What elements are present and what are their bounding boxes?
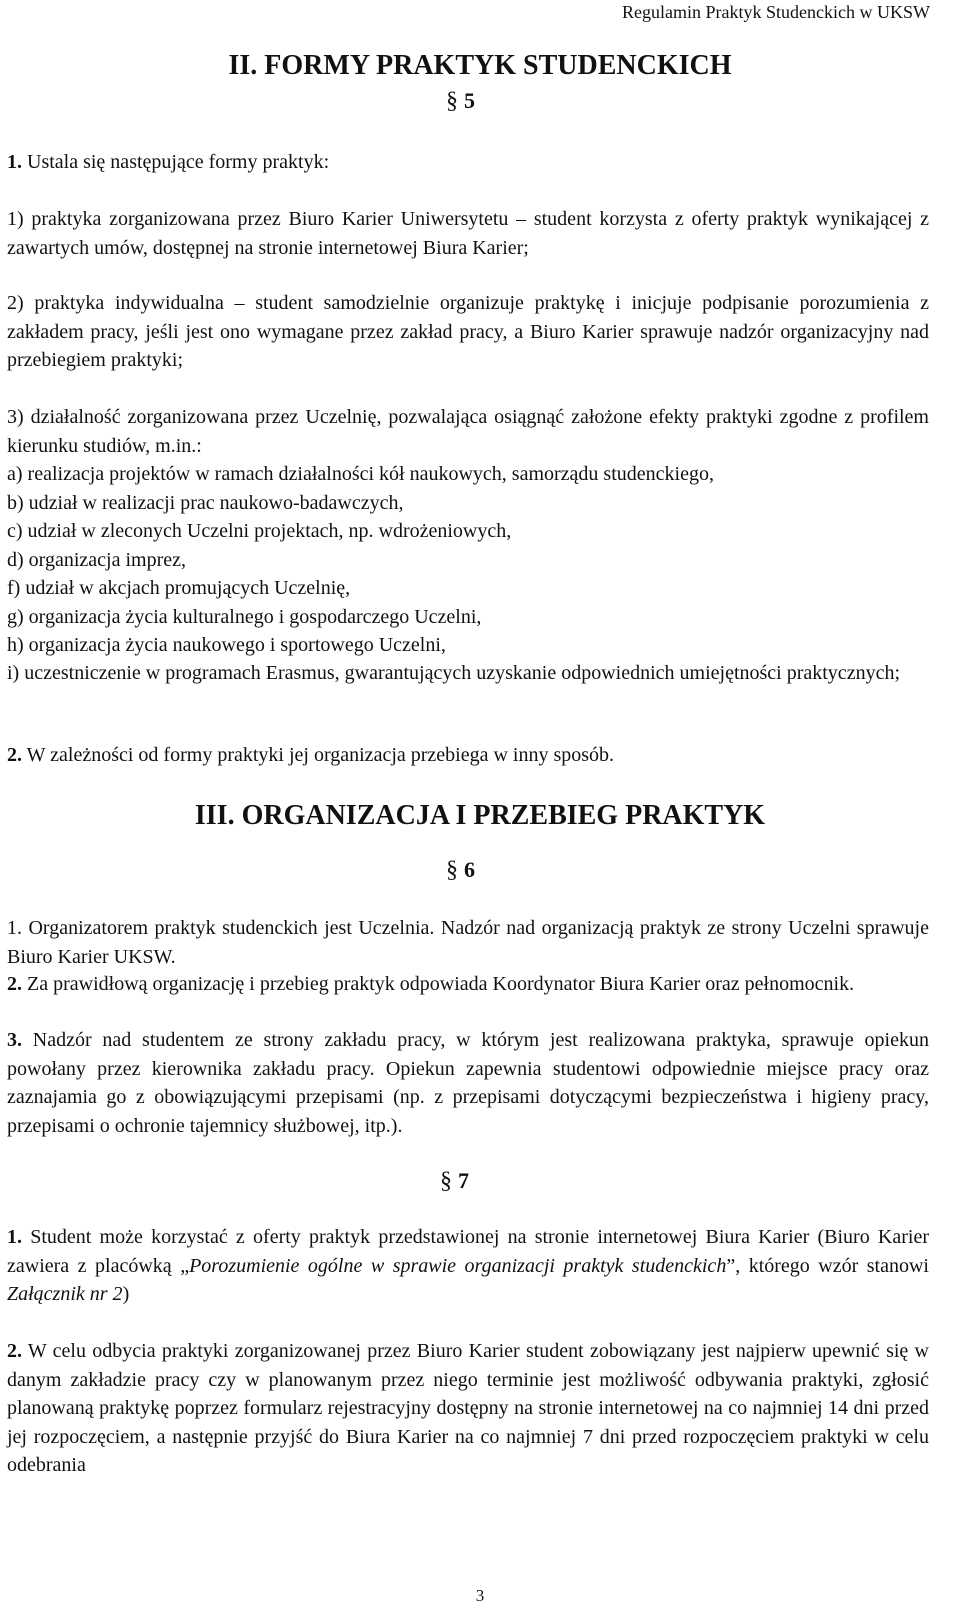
list-item: f) udział w akcjach promujących Uczelnię,: [7, 577, 351, 599]
point-number: 1.: [7, 151, 22, 173]
page-number: 3: [475, 1586, 485, 1605]
point-1: [7, 148, 937, 177]
point-7-1: [7, 1223, 929, 1309]
point-text: Za prawidłową organizację i przebieg praktyk odpowiada Koordynator Biura Karier oraz pełnomocnik.: [22, 973, 855, 995]
chapter-2-title: II. FORMY PRAKTYK STUDENCKICH: [228, 50, 732, 81]
point-number: 1.: [7, 1226, 22, 1248]
point-text: Organizatorem praktyk studenckich jest Uczelnia. Nadzór nad organizacją praktyk ze strony Uczelni sprawuje Biuro Karier UKSW.: [7, 917, 929, 968]
point-7-2: [7, 1337, 929, 1480]
list-item: d) organizacja imprez,: [7, 548, 186, 571]
section-symbol: §: [440, 1168, 452, 1194]
form-item-2: 2) praktyka indywidualna – student samodzielnie organizuje praktykę i inicjuje podpisanie porozumienia z zakładem pracy, jeśli jest ono wymagane przez zakład pracy, a Biuro Karier sprawuje nadzór organizacyjny nad przebiegiem praktyki;: [7, 292, 929, 371]
document-title-italic: Porozumienie ogólne w sprawie organizacji praktyk studenckich: [189, 1254, 727, 1277]
point-number: 1.: [7, 917, 22, 939]
point-text: W zależności od formy praktyki jej organizacja przebiega w inny sposób.: [22, 744, 615, 766]
point-6-3: [7, 1026, 929, 1140]
paragraph-5-heading: [446, 88, 475, 115]
point-text: W celu odbycia praktyki zorganizowanej przez Biuro Karier student zobowiązany jest najpierw upewnić się w danym zakładzie pracy czy w planowanym przez niego terminie jest możliwość odbywania praktyki, zgłosić planowaną praktykę poprzez formularz rejestracyjny dostępny na stronie internetowej na co najmniej 14 dni przed jej rozpoczęciem, a następnie przyjść do Biura Karier na co najmniej 7 dni przed rozpoczęciem praktyki w celu odebrania: [7, 1340, 929, 1476]
point-number: 2.: [7, 973, 22, 995]
chapter-3-title: III. ORGANIZACJA I PRZEBIEG PRAKTYK: [194, 800, 766, 831]
section-symbol: §: [446, 88, 458, 114]
point-6-2: [7, 970, 929, 999]
sub-item-list: [7, 460, 937, 660]
paragraph-6-heading: [446, 857, 475, 884]
paragraph-7-heading: [440, 1168, 469, 1195]
list-item: a) realizacja projektów w ramach działalności kół naukowych, samorządu studenckiego,: [7, 463, 714, 485]
section-number: 7: [458, 1168, 469, 1193]
point-text: Nadzór nad studentem ze strony zakładu pracy, w którym jest realizowana praktyka, sprawuje opiekun powołany przez kierownika zakładu pracy. Opiekun zapewnia studentowi odpowiednie miejsce pracy oraz zaznajamia go z obowiązującymi przepisami (np. z przepisami dotyczącymi bezpieczeństwa i higieny pracy, przepisami o ochronie tajemnicy służbowej, itp.).: [7, 1029, 929, 1137]
section-number: 5: [464, 88, 475, 113]
point-text: Ustala się następujące formy praktyk:: [22, 151, 330, 173]
point-6-1: [7, 914, 929, 971]
point-2: [7, 741, 937, 770]
attachment-reference: Załącznik nr 2: [7, 1283, 123, 1305]
point-text: ”, którego wzór stanowi: [726, 1254, 929, 1277]
list-item: h) organizacja życia naukowego i sportowego Uczelni,: [7, 634, 446, 656]
list-item: c) udział w zleconych Uczelni projektach, np. wdrożeniowych,: [7, 520, 512, 542]
running-header: Regulamin Praktyk Studenckich w UKSW: [622, 2, 930, 22]
form-item-3: 3) działalność zorganizowana przez Uczelnię, pozwalająca osiągnąć założone efekty praktyki zgodne z profilem kierunku studiów, m.in.:: [7, 406, 929, 457]
list-item-i: i) uczestniczenie w programach Erasmus, gwarantujących uzyskanie odpowiednich umiejętności praktycznych;: [7, 662, 900, 684]
point-text: Student może korzystać z oferty praktyk przedstawionej na stronie internetowej Biura Karier (Biuro Karier zawiera z placówką „: [7, 1226, 929, 1277]
list-item: g) organizacja życia kulturalnego i gospodarczego Uczelni,: [7, 605, 482, 628]
section-number: 6: [464, 857, 475, 882]
form-item-1: 1) praktyka zorganizowana przez Biuro Karier Uniwersytetu – student korzysta z oferty praktyk wynikającej z zawartych umów, dostępnej na stronie internetowej Biura Karier;: [7, 208, 929, 259]
point-number: 2.: [7, 744, 22, 766]
point-number: 2.: [7, 1340, 22, 1362]
point-number: 3.: [7, 1029, 22, 1051]
point-text: ): [122, 1283, 130, 1305]
section-symbol: §: [446, 857, 458, 883]
list-item: b) udział w realizacji prac naukowo-badawczych,: [7, 491, 404, 514]
